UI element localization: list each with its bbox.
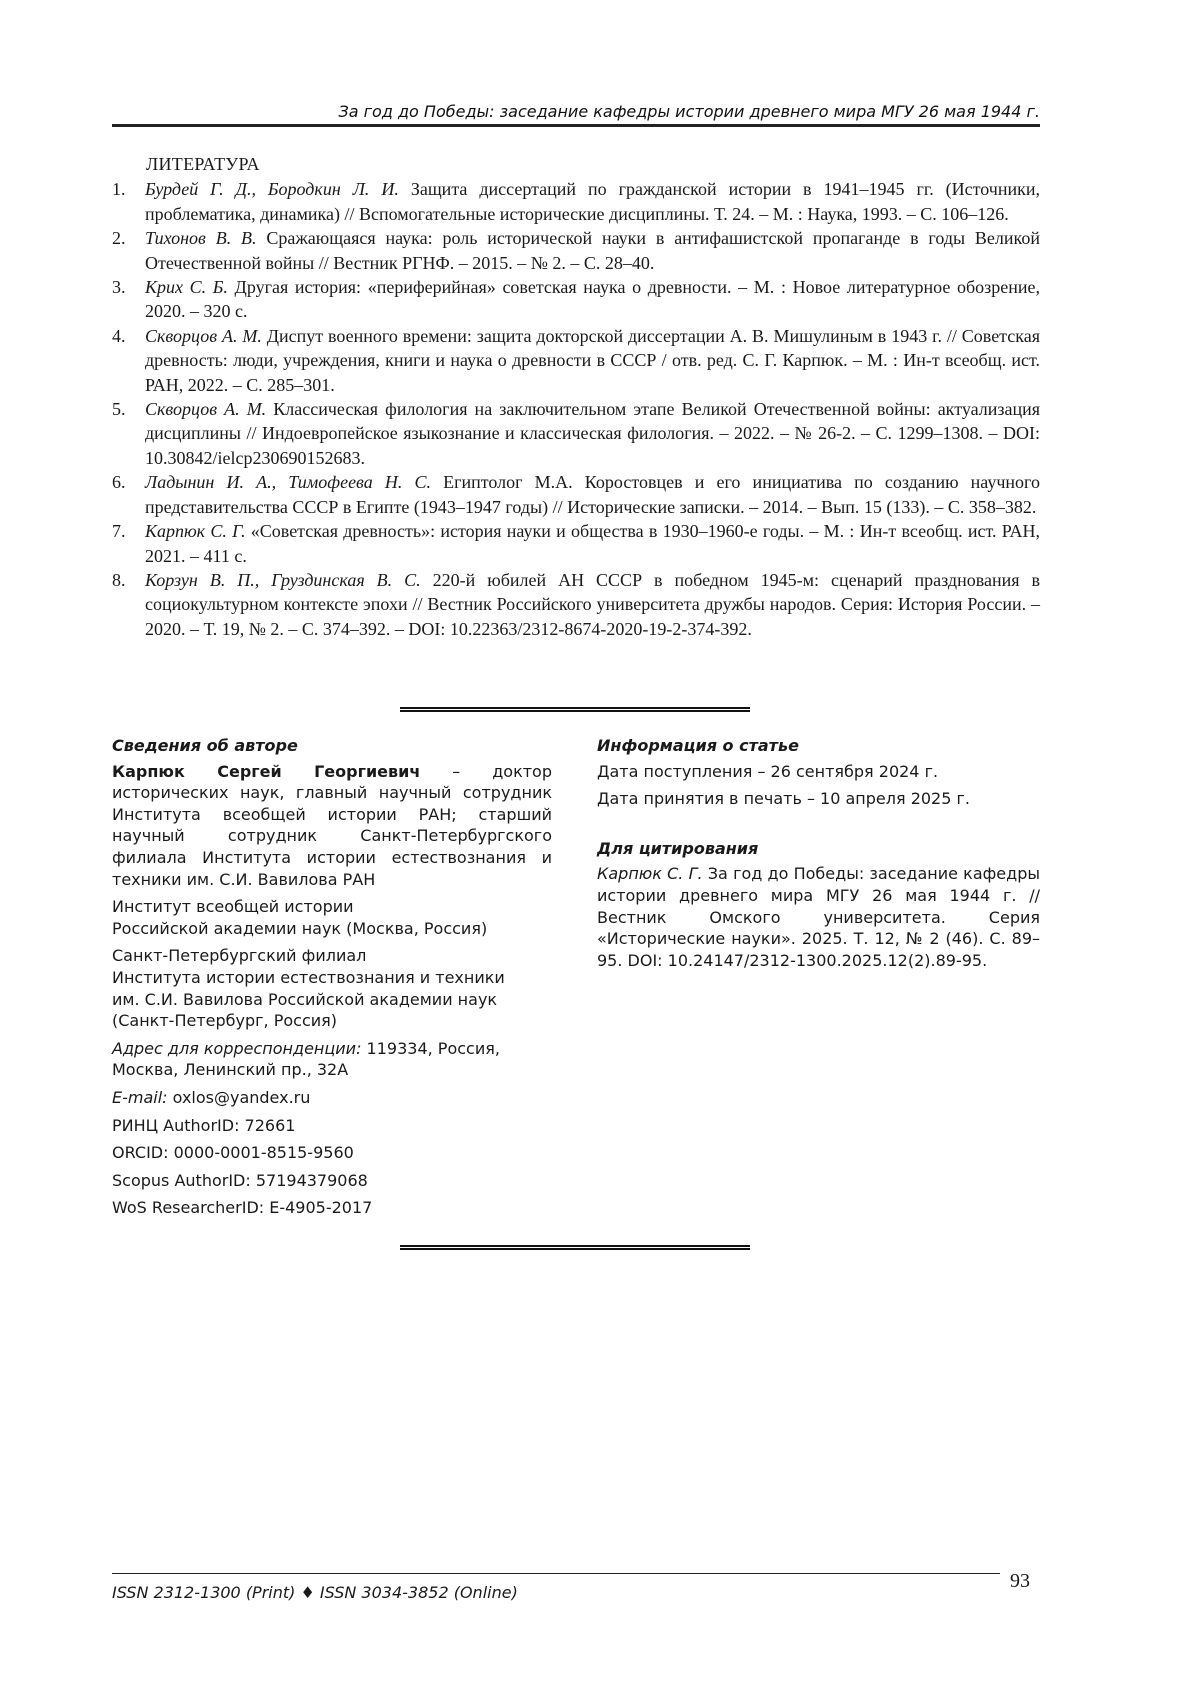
reference-item — [112, 470, 1040, 519]
affiliation-line: Институт всеобщей истории — [112, 897, 354, 917]
reference-authors: Скворцов А. М. — [145, 325, 262, 346]
running-head: За год до Победы: заседание кафедры истории древнего мира МГУ 26 мая 1944 г. — [338, 102, 1040, 121]
footer-rule — [112, 1573, 1000, 1574]
reference-item — [112, 324, 1040, 397]
reference-text — [145, 470, 1040, 519]
reference-number: 7. — [112, 521, 126, 542]
reference-details: Защита диссертаций по гражданской истории в 1941–1945 гг. (Источники, проблематика, динамика) // Вспомогательные исторические дисциплины. Т. 24. – М. : Наука, 1993. – С. 106–126. — [145, 179, 1040, 224]
affiliation-line: им. С.И. Вавилова Российской академии наук — [112, 989, 498, 1009]
reference-item — [112, 519, 1040, 568]
references-section — [112, 152, 1040, 641]
email-value: oxlos@yandex.ru — [167, 1087, 311, 1107]
reference-authors: Скворцов А. М. — [145, 399, 267, 420]
reference-details: Другая история: «периферийная» советская наука о древности. – М. : Новое литературное обозрение, 2020. – 320 с. — [145, 277, 1040, 322]
reference-item — [112, 397, 1040, 470]
address-label: Адрес для корреспонденции: — [112, 1038, 362, 1058]
accepted-date: Дата принятия в печать – 10 апреля 2025 г. — [597, 789, 970, 809]
article-info-column — [597, 735, 1040, 977]
reference-authors: Карпюк С. Г. — [145, 521, 246, 542]
reference-authors: Крих С. Б. — [145, 277, 228, 298]
citation-text — [597, 863, 1040, 971]
section-divider — [400, 707, 750, 712]
reference-details: 220-й юбилей АН СССР в победном 1945-м: сценарий празднования в социокультурном контексте эпохи // Вестник Российского университета дружбы народов. Серия: История России. – 2020. – Т. 19, № 2. – С. 374–392. – DOI: 10.22363/2312-8674-2020-19-2-374-392. — [145, 569, 1040, 639]
reference-details: «Советская древность»: история науки и общества в 1930–1960-е годы. – М. : Ин-т всеобщ. ист. РАН, 2021. – 411 с. — [145, 521, 1040, 566]
reference-authors: Тихонов В. В. — [145, 228, 257, 249]
reference-text — [145, 177, 1040, 226]
reference-text — [145, 568, 1040, 641]
header-rule — [112, 124, 1040, 127]
reference-details: Сражающаяся наука: роль исторической науки в антифашистской пропаганде в годы Великой Отечественной войны // Вестник РГНФ. – 2015. – № 2. – С. 28–40. — [145, 228, 1040, 273]
reference-details: Диспут военного времени: защита докторской диссертации А. В. Мишулиным в 1943 г. // Советская древность: люди, учреждения, книги и наука о древности в СССР / отв. ред. С. Г. Карпюк. – М. : Ин-т всеобщ. ист. РАН, 2022. – С. 285–301. — [145, 325, 1040, 395]
affiliation-line: (Санкт-Петербург, Россия) — [112, 1011, 337, 1031]
references-title: ЛИТЕРАТУРА — [146, 154, 260, 174]
reference-number: 8. — [112, 569, 126, 590]
received-date: Дата поступления – 26 сентября 2024 г. — [597, 761, 939, 781]
reference-text — [145, 519, 1040, 568]
reference-number: 3. — [112, 277, 126, 298]
author-email — [112, 1087, 552, 1109]
spacer — [597, 816, 1040, 838]
affiliation-line: Санкт-Петербургский филиал — [112, 946, 367, 966]
citation-title: Для цитирования — [597, 838, 759, 858]
correspondence-address — [112, 1038, 552, 1081]
reference-text — [145, 226, 1040, 275]
affiliation-line: Российской академии наук (Москва, Россия) — [112, 918, 488, 938]
citation-authors: Карпюк С. Г. — [597, 864, 703, 884]
reference-number: 1. — [112, 179, 126, 200]
reference-authors: Ладынин И. А., Тимофеева Н. С. — [145, 472, 432, 493]
article-info-title: Информация о статье — [597, 736, 799, 755]
author-bio — [112, 761, 552, 891]
reference-text — [145, 397, 1040, 470]
reference-authors: Бурдей Г. Д., Бородкин Л. И. — [145, 179, 399, 200]
citation-details: За год до Победы: заседание кафедры истории древнего мира МГУ 26 мая 1944 г. // Вестник Омского университета. Серия «Исторические науки». 2025. Т. 12, № 2 (46). С. 89–95. DOI: 10.24147/2312-1300.2025.12(2).89-95. — [597, 864, 1041, 970]
author-section-title: Сведения об авторе — [112, 736, 298, 755]
section-divider — [400, 1245, 750, 1250]
affiliation-line: Института истории естествознания и техники — [112, 967, 505, 987]
reference-details: Классическая филология на заключительном этапе Великой Отечественной войны: актуализация дисциплины // Индоевропейское языкознание и классическая филология. – 2022. – № 26-2. – С. 1299–1308. – DOI: 10.30842/ielcp230690152683. — [145, 399, 1040, 468]
reference-number: 4. — [112, 325, 126, 346]
reference-number: 5. — [112, 399, 126, 420]
reference-item — [112, 177, 1040, 226]
affiliation-2 — [112, 945, 552, 1031]
reference-number: 6. — [112, 472, 126, 493]
orcid-id: ORCID: 0000-0001-8515-9560 — [112, 1143, 354, 1163]
author-name: Карпюк Сергей Георгиевич — [112, 761, 421, 781]
reference-text — [145, 324, 1040, 397]
issn-line: ISSN 2312-1300 (Print) ♦ ISSN 3034-3852 (Online) — [112, 1583, 518, 1602]
reference-item — [112, 226, 1040, 275]
reference-item — [112, 568, 1040, 641]
address-value: 119334, Россия, Москва, Ленинский пр., 32А — [112, 1038, 500, 1080]
reference-details: Египтолог М.А. Коростовцев и его инициатива по созданию научного представительства СССР в Египте (1943–1947 годы) // Исторические записки. – 2014. – Вып. 15 (133). – С. 358–382. — [145, 472, 1040, 517]
affiliation-1 — [112, 896, 552, 939]
reference-item — [112, 275, 1040, 324]
reference-text — [145, 275, 1040, 324]
author-bio-text: – доктор исторических наук, главный научный сотрудник Института всеобщей истории РАН; старший научный сотрудник Санкт-Петербургского филиала Института истории естествознания и техники им. С.И. Вавилова РАН — [112, 761, 552, 889]
wos-id: WoS ResearcherID: E-4905-2017 — [112, 1198, 373, 1218]
page-number: 93 — [1010, 1570, 1030, 1592]
reference-authors: Корзун В. П., Груздинская В. С. — [145, 569, 421, 590]
rinc-id: РИНЦ AuthorID: 72661 — [112, 1115, 296, 1135]
author-info-column — [112, 735, 552, 1225]
scopus-id: Scopus AuthorID: 57194379068 — [112, 1170, 368, 1190]
email-label: E-mail: — [112, 1087, 168, 1107]
reference-number: 2. — [112, 228, 126, 249]
